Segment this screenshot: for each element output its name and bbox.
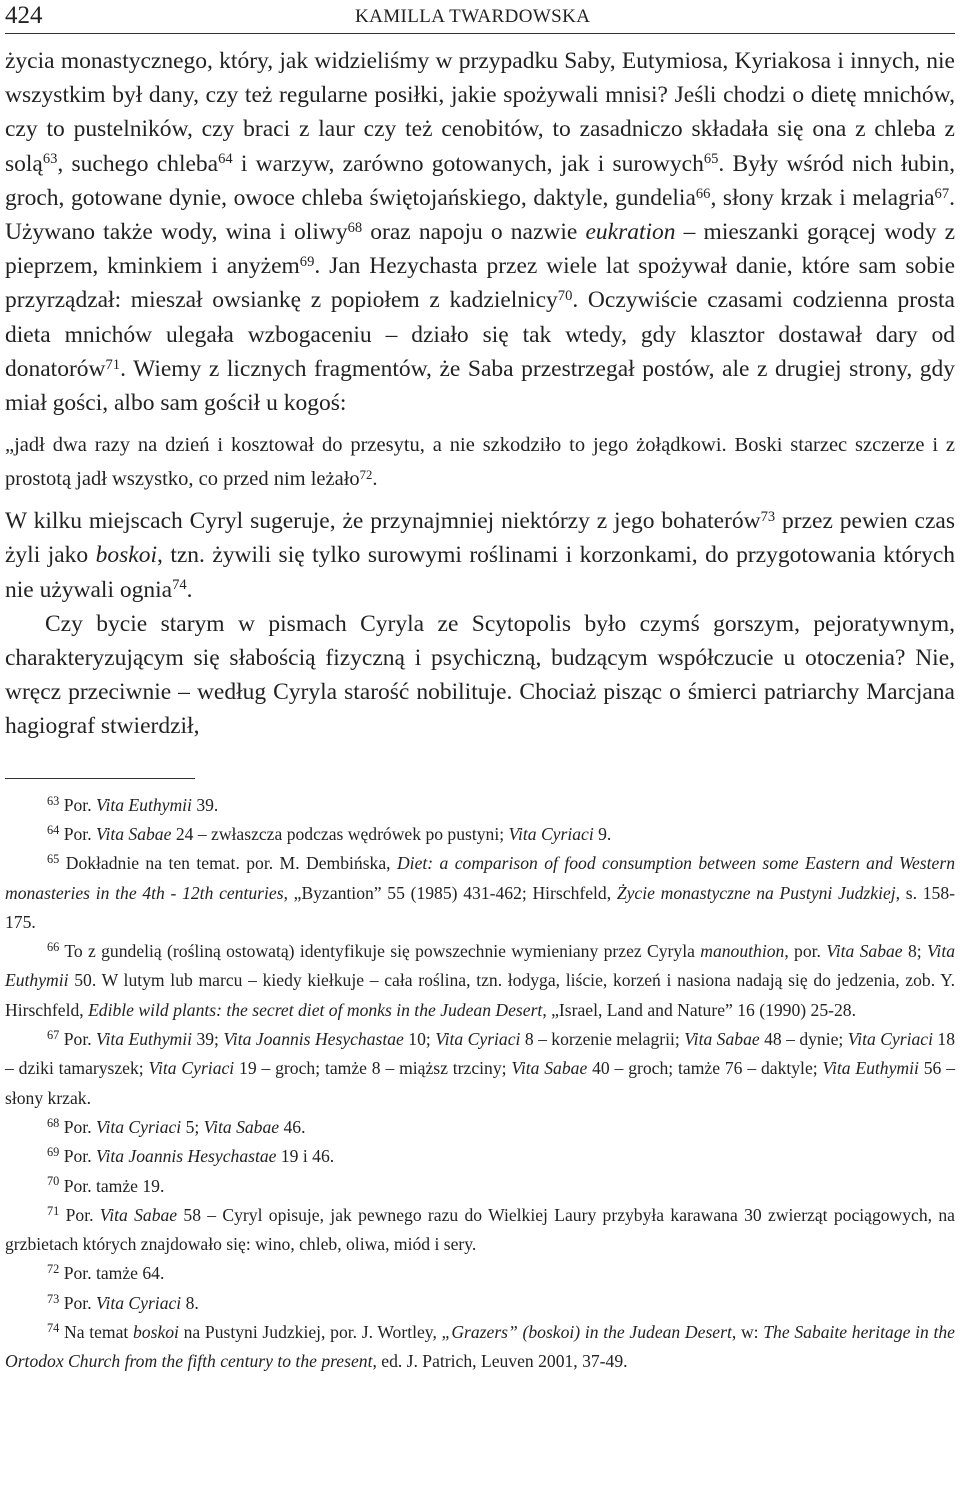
text-run: 56 – słony krzak. <box>5 1058 955 1108</box>
text-run: Por. <box>63 1116 96 1137</box>
footnote-65 <box>5 849 955 937</box>
text-run: Por. <box>65 1204 100 1225</box>
italic-title: „Grazers” (boskoi) in the Judean Desert <box>441 1322 732 1342</box>
italic-title: Vita Cyriaci <box>96 1292 182 1313</box>
italic-title: Vita Sabae <box>684 1029 760 1050</box>
footnote-68 <box>5 1113 955 1142</box>
text-run: W kilku miejscach Cyryl sugeruje, że przynajmniej niektórzy z jego bohaterów <box>5 508 761 535</box>
text-run: 40 – groch; tamże 76 – daktyle; <box>587 1058 823 1079</box>
footnote-70 <box>5 1172 955 1201</box>
footnote-ref-63[interactable]: 63 <box>42 151 58 168</box>
italic-title: Vita Sabae <box>826 941 903 962</box>
header-rule <box>5 33 955 34</box>
footnote-ref-66[interactable]: 66 <box>695 185 711 202</box>
text-run: i warzyw, zarówno gotowanych, jak i surowych <box>232 150 704 177</box>
footnote-number: 68 <box>47 1115 60 1130</box>
page-header <box>5 0 955 36</box>
text-run: . <box>372 468 378 491</box>
text-run: Por. tamże 64. <box>63 1263 165 1284</box>
text-run: 9. <box>593 823 612 844</box>
text-run: . Jan Hezychasta przez wiele lat spożywał danie, które sam sobie przyrządzał: mieszał owsiankę z popiołem z kadzielnicy <box>5 253 955 314</box>
italic-title: Vita Cyriaci <box>508 823 594 844</box>
italic-title: Edible wild plants: the secret diet of monks in the Judean Desert <box>88 999 543 1020</box>
footnote-number: 65 <box>47 852 60 867</box>
text-run: , suchego chleba <box>57 150 219 177</box>
paragraph-2 <box>5 504 955 607</box>
text-run: . Oczywiście czasami codzienna prosta dieta mnichów ulegała wzbogaceniu – działo się tak wtedy, gdy klasztor dostawał dary od donatorów <box>5 287 955 382</box>
text-run: Por. tamże 19. <box>63 1175 165 1196</box>
footnote-ref-68[interactable]: 68 <box>347 219 363 236</box>
text-run: 10; <box>403 1029 436 1050</box>
italic-title: Vita Sabae <box>511 1058 588 1079</box>
footnote-number: 67 <box>47 1027 60 1042</box>
main-text <box>5 44 955 744</box>
text-run: Por. <box>63 1292 96 1313</box>
text-run: Na temat <box>64 1322 133 1342</box>
footnote-number: 64 <box>47 822 60 837</box>
footnote-ref-70[interactable]: 70 <box>557 288 573 305</box>
footnote-number: 72 <box>47 1262 60 1277</box>
text-run: , „Israel, Land and Nature” 16 (1990) 25-28. <box>542 999 856 1020</box>
text-run: Por. <box>63 823 96 844</box>
footnote-67 <box>5 1025 955 1113</box>
text-run: 50. W lutym lub marcu – kiedy kiełkuje – cała roślina, tzn. łodyga, liście, korzeń i nasiona nadają się do jedzenia, zob. Y. Hirschfeld, <box>5 970 955 1020</box>
footnote-number: 66 <box>47 939 60 954</box>
text-run: , tzn. żywili się tylko surowymi roślinami i korzonkami, do przygotowania których nie używali ognia <box>5 542 955 603</box>
italic-title: Życie monastyczne na Pustyni Judzkiej <box>616 882 896 903</box>
footnote-73 <box>5 1289 955 1318</box>
footnote-ref-67[interactable]: 67 <box>934 185 950 202</box>
text-run: . Wiemy z licznych fragmentów, że Saba przestrzegał postów, ale z drugiej strony, gdy miał gości, albo sam gościł u kogoś: <box>5 355 955 417</box>
text-run: 5; <box>181 1116 204 1137</box>
text-run: 48 – dynie; <box>759 1029 848 1050</box>
footnote-72 <box>5 1259 955 1288</box>
text-run: 19 i 46. <box>276 1146 335 1167</box>
text-run: Por. <box>63 1029 97 1050</box>
italic-title: Vita Cyriaci <box>435 1029 521 1050</box>
footnote-ref-69[interactable]: 69 <box>299 253 315 270</box>
text-run: Por. <box>63 1146 96 1167</box>
text-run: 18 – dziki tamaryszek; <box>5 1029 955 1079</box>
italic-title: Vita Euthymii <box>96 1029 193 1050</box>
footnote-ref-65[interactable]: 65 <box>703 151 719 168</box>
text-run: 8 – korzenie melagrii; <box>520 1029 685 1050</box>
text-run: przez pewien czas żyli jako <box>5 508 955 569</box>
footnote-64 <box>5 820 955 849</box>
footnote-74 <box>5 1318 955 1377</box>
text-run: – mieszanki gorącej wody z pieprzem, kminkiem i anyżem <box>5 219 956 280</box>
italic-title: Vita Cyriaci <box>847 1029 933 1050</box>
text-run: , „Byzantion” 55 (1985) 431-462; Hirschfeld, <box>283 882 617 903</box>
italic-title: Vita Cyriaci <box>96 1116 182 1137</box>
block-quote <box>5 428 955 496</box>
footnote-number: 71 <box>47 1203 60 1218</box>
footnotes <box>5 791 955 1377</box>
italic-title: Vita Cyriaci <box>148 1058 235 1079</box>
italic-title: The Sabaite heritage in the Ortodox Church from the fifth century to the present <box>5 1322 955 1372</box>
footnote-ref-73[interactable]: 73 <box>760 508 776 525</box>
italic-title: Vita Euthymii <box>822 1058 919 1079</box>
text-run: 46. <box>279 1116 306 1137</box>
footnote-ref-64[interactable]: 64 <box>218 151 233 168</box>
italic-term: eukration <box>585 219 676 246</box>
text-run: na Pustyni Judzkiej, por. J. Wortley, <box>178 1322 442 1342</box>
text-run: To z gundelią (rośliną ostowatą) identyfikuje się powszechnie wymieniany przez Cyryla <box>64 941 701 962</box>
text-run: 58 – Cyryl opisuje, jak pewnego razu do Wielkiej Laury przybyła karawana 30 zwierząt pociągowych, na grzbietach których znajdowało się: wino, chleb, oliwa, miód i sery. <box>5 1204 955 1255</box>
text-run: , ed. J. Patrich, Leuven 2001, 37-49. <box>372 1351 628 1372</box>
text-run: . Używano także wody, wina i oliwy <box>5 184 955 246</box>
italic-title: Vita Sabae <box>99 1204 178 1225</box>
text-run: Dokładnie na ten temat. por. M. Dembińska, <box>65 853 397 874</box>
footnote-number: 63 <box>47 793 60 808</box>
footnote-ref-71[interactable]: 71 <box>105 356 121 373</box>
italic-title: Vita Joannis Hesychastae <box>223 1029 404 1050</box>
italic-term: boskoi <box>95 542 157 569</box>
italic-title: Vita Sabae <box>203 1116 280 1137</box>
text-run: , w: <box>731 1322 764 1342</box>
footnote-number: 70 <box>47 1174 60 1189</box>
text-run: życia monastycznego, który, jak widzieliśmy w przypadku Saby, Eutymiosa, Kyriakosa i innych, nie wszystkim był dany, czy też regularne posiłki, jakie spożywali mnisi? Jeśli chodzi o dietę mnichów, czy to pustelników, czy braci z laur czy też cenobitów, to zasadniczo składała się ona z chleba z solą <box>5 48 955 177</box>
italic-title: Vita Euthymii <box>96 794 192 815</box>
footnote-number: 73 <box>47 1291 60 1306</box>
footnote-66 <box>5 937 955 1025</box>
italic-title: Diet: a comparison of food consumption between some Eastern and Western monasteries in the 4th - 12th centuries <box>5 853 955 903</box>
text-run: „jadł dwa razy na dzień i kosztował do przesytu, a nie szkodziło to jego żołądkowi. Boski starzec szczerze i z prostotą jadł wszystko, co przed nim leżało <box>5 434 955 491</box>
footnote-ref-74[interactable]: 74 <box>172 577 187 594</box>
italic-title: Vita Joannis Hesychastae <box>96 1146 277 1167</box>
footnote-71 <box>5 1201 955 1260</box>
page-number: 424 <box>5 2 43 29</box>
paragraph-1 <box>5 44 955 420</box>
text-run: oraz napoju o nazwie <box>362 219 586 246</box>
footnote-ref-72[interactable]: 72 <box>359 467 373 482</box>
italic-title: manouthion <box>700 941 785 962</box>
page <box>5 0 955 1377</box>
running-head: KAMILLA TWARDOWSKA <box>355 6 591 27</box>
text-run: 39; <box>192 1029 224 1050</box>
paragraph-3: Czy bycie starym w pismach Cyryla ze Scytopolis było czymś gorszym, pejoratywnym, charakteryzującym się słabością fizyczną i psychiczną, budzącym współczucie u otoczenia? Nie, wręcz przeciwnie – według Cyryla starość nobilituje. Chociaż pisząc o śmierci patriarchy Marcjana hagiograf stwierdził, <box>5 610 955 740</box>
footnote-separator <box>5 778 195 779</box>
text-run: , słony krzak i melagria <box>710 184 935 211</box>
text-run: , s. 158-175. <box>5 882 955 932</box>
italic-title: boskoi <box>133 1322 179 1342</box>
text-run: 39. <box>191 794 219 815</box>
text-run: 8; <box>902 941 927 962</box>
text-run: . <box>186 576 193 603</box>
footnote-69 <box>5 1142 955 1171</box>
text-run: . Były wśród nich łubin, groch, gotowane dynie, owoce chleba świętojańskiego, daktyle, gundelia <box>5 150 956 211</box>
footnote-number: 69 <box>47 1145 60 1160</box>
quote-text <box>5 428 955 496</box>
text-run: Por. <box>63 794 96 815</box>
footnote-number: 74 <box>47 1320 60 1335</box>
text-run: , por. <box>784 941 827 962</box>
footnote-63 <box>5 791 955 820</box>
text-run: 8. <box>181 1292 199 1313</box>
text-run: 19 – groch; tamże 8 – miąższ trzciny; <box>234 1058 512 1079</box>
text-run: 24 – zwłaszcza podczas wędrówek po pustyni; <box>171 823 509 844</box>
italic-title: Vita Sabae <box>96 823 172 844</box>
italic-title: Vita Euthymii <box>5 941 955 991</box>
